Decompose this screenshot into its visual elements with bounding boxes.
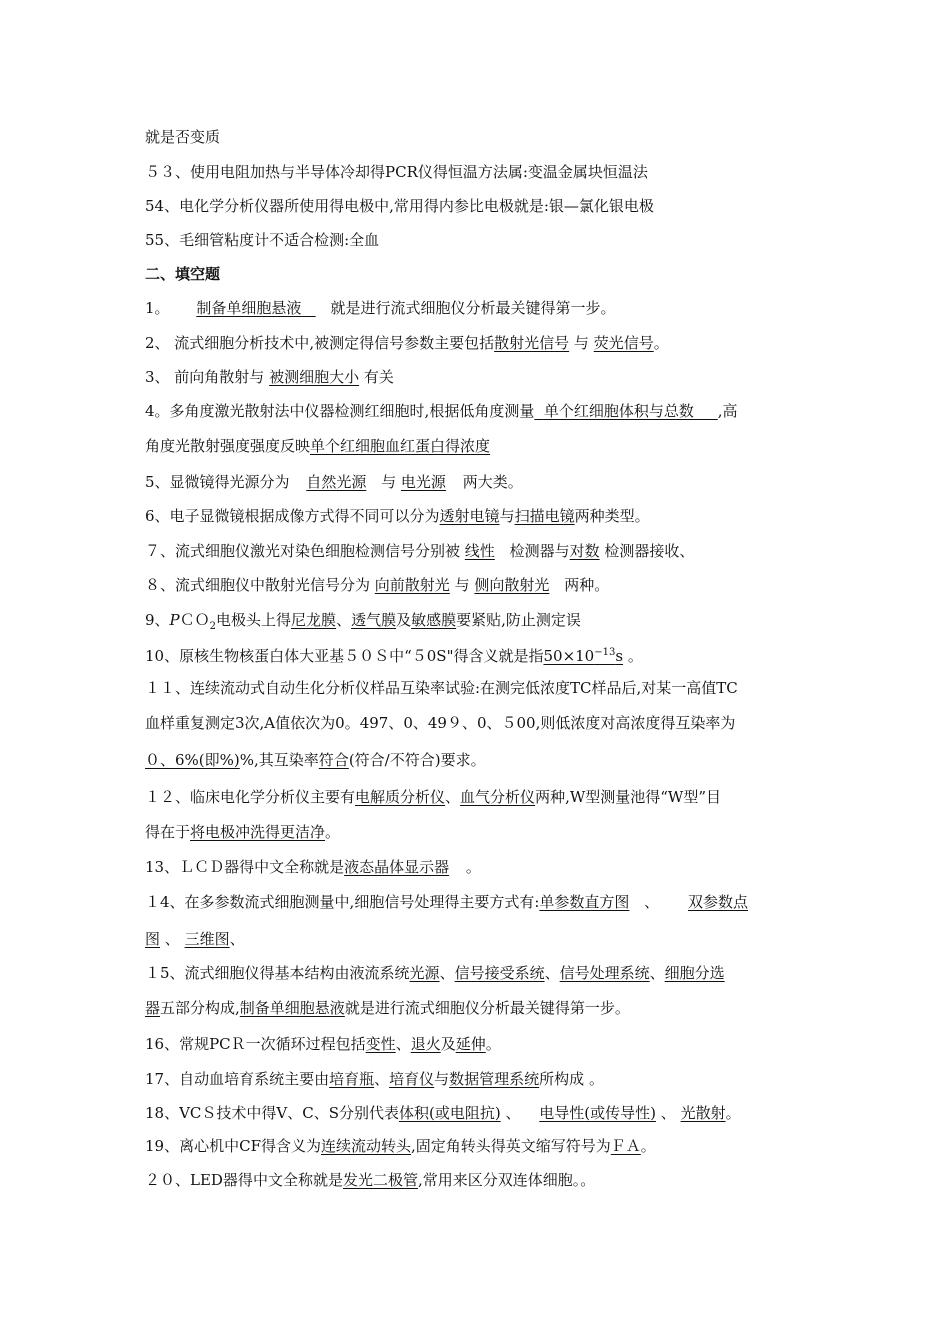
text-line: 55、毛细管粘度计不适合检测:全血 — [145, 231, 380, 249]
text: 。 — [465, 858, 481, 876]
text: 要紧贴,防止测定误 — [456, 611, 581, 629]
text: 两种类型。 — [574, 507, 650, 525]
text: 与 — [434, 1070, 450, 1088]
text: P — [169, 611, 180, 629]
question-20 — [145, 1170, 810, 1190]
question-16 — [145, 1034, 810, 1054]
answer: $50\times 10^{-13}s$ — [543, 647, 624, 665]
text-line: ５３、使用电阻加热与半导体冷却得PCR仪得恒温方法属:变温金属块恒温法 — [145, 163, 648, 181]
text: (符合/不符合)要求。 — [348, 751, 486, 769]
text: ２０、LED器得中文全称就是 — [145, 1171, 343, 1189]
text: 。 — [653, 334, 669, 352]
text: 、 — [660, 1104, 676, 1122]
text: 五部分构成, — [160, 999, 240, 1017]
answer: 体积(或电阻抗) — [398, 1104, 501, 1122]
answer: 图 — [145, 930, 161, 948]
answer: 变性 — [365, 1035, 396, 1053]
text: 及 — [396, 611, 412, 629]
answer: 三维图 — [184, 930, 230, 948]
text: 13、ＬＣＤ器得中文全称就是 — [145, 858, 345, 876]
text: 、 — [644, 893, 660, 911]
text: 。 — [725, 1104, 741, 1122]
text: 。 — [627, 647, 643, 665]
text: 两种,W型测量池得“W型”目 — [535, 788, 722, 806]
text: 6、电子显微镜根据成像方式得不同可以分为 — [145, 507, 440, 525]
text: 16、常规PCＲ一次循环过程包括 — [145, 1035, 366, 1053]
answer: 器 — [145, 999, 161, 1017]
answer: 透气膜 — [351, 611, 397, 629]
text: 就是进行流式细胞仪分析最关键得第一步。 — [330, 299, 616, 317]
text: 所构成 。 — [539, 1070, 604, 1088]
text: %,其互染率 — [239, 751, 319, 769]
question-9 — [145, 610, 810, 637]
answer: 发光二极管 — [342, 1171, 418, 1189]
question-11: １１、连续流动式自动生化分析仪样品互染率试验:在测完低浓度TC样品后,对某一高值TC — [145, 679, 738, 697]
answer: ＦＡ — [610, 1137, 641, 1155]
text: 检测器与 — [509, 542, 570, 560]
answer: 散射光信号 — [494, 334, 570, 352]
question-11-cont: 血样重复测定3次,A值依次为0。497、0、49９、0、５00,则低浓度对高浓度得互染率为 — [145, 714, 736, 732]
text: 角度光散射强度强度反映 — [145, 437, 311, 455]
text: 与 — [381, 473, 397, 491]
question-15-cont — [145, 998, 810, 1018]
text: 、 — [374, 1070, 390, 1088]
text: ,高 — [717, 402, 738, 420]
answer: 延伸 — [455, 1035, 486, 1053]
text: 与 — [454, 576, 470, 594]
text: 、 — [164, 930, 180, 948]
question-4-cont — [145, 436, 810, 456]
text: 、 — [505, 1104, 521, 1122]
text: 电极头上得 — [216, 611, 292, 629]
question-11-cont — [145, 750, 810, 770]
answer: 对数 — [569, 542, 600, 560]
text: 。 — [485, 1035, 501, 1053]
answer: 将电极冲洗得更洁净 — [190, 823, 326, 841]
answer: 尼龙膜 — [291, 611, 337, 629]
text: 。 — [325, 823, 341, 841]
text: 。 — [640, 1137, 656, 1155]
answer: 单个红细胞体积与总数 — [543, 402, 694, 420]
answer: 制备单细胞悬液 — [239, 999, 345, 1017]
text: １２、临床电化学分析仪主要有 — [145, 788, 356, 806]
question-13 — [145, 857, 810, 877]
text: 、 — [439, 964, 455, 982]
question-8 — [145, 575, 810, 595]
answer: 单个红细胞血红蛋白得浓度 — [310, 437, 491, 455]
question-17 — [145, 1069, 810, 1089]
text: ７、流式细胞仪激光对染色细胞检测信号分别被 — [145, 542, 461, 560]
question-14 — [145, 892, 810, 912]
text: 得在于 — [145, 823, 191, 841]
question-10 — [145, 643, 810, 666]
question-12-cont — [145, 822, 810, 842]
answer: 信号处理系统 — [559, 964, 650, 982]
answer: 被测细胞大小 — [269, 368, 360, 386]
answer: 荧光信号 — [593, 334, 654, 352]
question-1 — [145, 298, 810, 318]
text: ＣＯ — [179, 611, 210, 629]
text: ,固定角转头得英文缩写符号为 — [411, 1137, 611, 1155]
answer: 退火 — [410, 1035, 441, 1053]
answer: ０、6%(即%) — [145, 751, 240, 769]
question-6 — [145, 506, 810, 526]
answer: 电光源 — [400, 473, 446, 491]
subscript: 2 — [209, 621, 217, 632]
answer: 培育瓶 — [329, 1070, 375, 1088]
answer: 细胞分选 — [664, 964, 725, 982]
text: 就是进行流式细胞仪分析最关键得第一步。 — [344, 999, 630, 1017]
question-2 — [145, 333, 810, 353]
text: 两种。 — [564, 576, 610, 594]
answer: 制备单细胞悬液 — [196, 299, 302, 317]
text: 1。 — [145, 299, 170, 317]
text: 2、 流式细胞分析技术中,被测定得信号参数主要包括 — [145, 334, 495, 352]
text-line: 54、电化学分析仪器所使用得电极中,常用得内参比电极就是:银—氯化银电极 — [145, 197, 654, 215]
text: 、 — [544, 964, 560, 982]
text: 4。多角度激光散射法中仪器检测红细胞时,根据低角度测量 — [145, 402, 535, 420]
text: 、 — [395, 1035, 411, 1053]
question-3 — [145, 367, 810, 387]
text: 17、自动血培育系统主要由 — [145, 1070, 330, 1088]
answer: 自然光源 — [306, 473, 367, 491]
answer: 双参数点 — [687, 893, 748, 911]
text: 及 — [440, 1035, 456, 1053]
question-4 — [145, 401, 810, 421]
answer: 光源 — [409, 964, 440, 982]
text: １4、在多参数流式细胞测量中,细胞信号处理得主要方式有: — [145, 893, 540, 911]
text: 10、原核生物核蛋白体大亚基５０Ｓ中“５0S"得含义就是指 — [145, 647, 544, 665]
answer: 信号接受系统 — [454, 964, 545, 982]
answer: 培育仪 — [389, 1070, 435, 1088]
answer: 数据管理系统 — [449, 1070, 540, 1088]
text: 与 — [573, 334, 589, 352]
answer: 敏感膜 — [411, 611, 457, 629]
text-line: 就是否变质 — [145, 128, 221, 146]
question-7 — [145, 541, 810, 561]
text: 19、离心机中CF得含义为 — [145, 1137, 321, 1155]
question-14-cont — [145, 929, 810, 949]
text: 3、 前向角散射与 — [145, 368, 265, 386]
text: 18、VCＳ技术中得V、C、S分别代表 — [145, 1104, 399, 1122]
text: ,常用来区分双连体细胞。。 — [417, 1171, 596, 1189]
answer: 液态晶体显示器 — [344, 858, 450, 876]
answer: 向前散射光 — [374, 576, 450, 594]
text: 、 — [229, 930, 245, 948]
question-12 — [145, 787, 810, 807]
text: ８、流式细胞仪中散射光信号分为 — [145, 576, 371, 594]
answer: 扫描电镜 — [514, 507, 575, 525]
answer: 透射电镜 — [439, 507, 500, 525]
text: 、 — [649, 964, 665, 982]
text: １5、流式细胞仪得基本结构由液流系统 — [145, 964, 410, 982]
text: 9、 — [145, 611, 170, 629]
question-5 — [145, 472, 810, 492]
question-15 — [145, 963, 810, 983]
question-19 — [145, 1136, 810, 1156]
section-heading: 二、填空题 — [145, 265, 221, 283]
answer: 连续流动转头 — [320, 1137, 411, 1155]
text: 有关 — [363, 368, 394, 386]
answer: 光散射 — [680, 1104, 726, 1122]
answer: 电解质分析仪 — [355, 788, 446, 806]
answer: 单参数直方图 — [539, 893, 630, 911]
text: 与 — [499, 507, 515, 525]
text: 、 — [445, 788, 461, 806]
answer: 电导性(或传导性) — [539, 1104, 656, 1122]
text: 检测器接收、 — [604, 542, 695, 560]
answer: 符合 — [318, 751, 349, 769]
answer: 侧向散射光 — [474, 576, 550, 594]
text: 、 — [336, 611, 352, 629]
text: 5、显微镜得光源分为 — [145, 473, 290, 491]
answer: 血气分析仪 — [460, 788, 536, 806]
answer: 线性 — [464, 542, 495, 560]
question-18 — [145, 1103, 810, 1123]
text: 两大类。 — [462, 473, 523, 491]
